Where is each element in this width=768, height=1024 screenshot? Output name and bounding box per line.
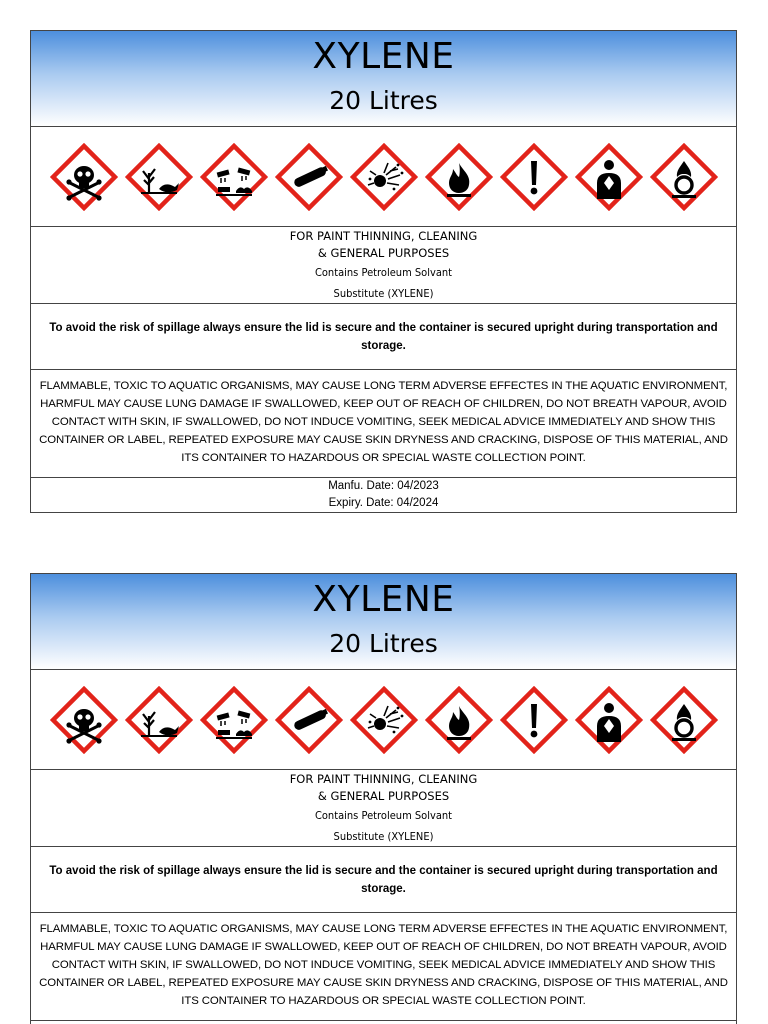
health-hazard-icon (575, 686, 643, 754)
product-volume: 20 Litres (329, 629, 438, 658)
product-title: XYLENE (312, 579, 455, 620)
usage-line: & GENERAL PURPOSES (317, 789, 450, 803)
date-section (31, 478, 736, 512)
hazard-pictogram-row (31, 127, 736, 227)
exploding-bomb-icon (350, 686, 418, 754)
flame-over-circle-icon (650, 686, 718, 754)
manufacture-date: Manfu. Date: 04/2023 (328, 480, 439, 492)
usage-section (31, 770, 736, 847)
environment-icon (125, 686, 193, 754)
corrosion-icon (200, 143, 268, 211)
label-header (31, 31, 736, 127)
skull-crossbones-icon (50, 143, 118, 211)
flame-icon (425, 143, 493, 211)
spillage-warning: To avoid the risk of spillage always ensure the lid is secure and the container is secured upright during transportation and storage. (31, 304, 736, 370)
usage-line: & GENERAL PURPOSES (317, 246, 450, 260)
health-hazard-icon (575, 143, 643, 211)
expiry-date: Expiry. Date: 04/2024 (328, 497, 439, 509)
contains-line: Contains Petroleum Solvant (314, 266, 453, 279)
skull-crossbones-icon (50, 686, 118, 754)
label-header (31, 574, 736, 670)
contains-line: Substitute (XYLENE) (333, 830, 434, 843)
spillage-warning: To avoid the risk of spillage always ensure the lid is secure and the container is secured upright during transportation and storage. (31, 847, 736, 913)
hazard-statements: FLAMMABLE, TOXIC TO AQUATIC ORGANISMS, MAY CAUSE LONG TERM ADVERSE EFFECTES IN THE AQUATIC ENVIRONMENT, HARMFUL MAY CAUSE LUNG DAMAGE IF SWALLOWED, KEEP OUT OF REACH OF CHILDREN, DO NOT BREATH VAPOUR, AVOID CONTACT WITH SKIN, IF SWALLOWED, DO NOT INDUCE VOMITING, SEEK MEDICAL ADVICE IMMEDIATELY AND SHOW THIS CONTAINER OR LABEL, REPEATED EXPOSURE MAY CAUSE SKIN DRYNESS AND CRACKING, DISPOSE OF THIS MATERIAL, AND ITS CONTAINER TO HAZARDOUS OR SPECIAL WASTE COLLECTION POINT. (31, 370, 736, 478)
hazard-pictogram-row (31, 670, 736, 770)
usage-line: FOR PAINT THINNING, CLEANING (289, 772, 478, 786)
product-label (30, 30, 737, 513)
product-label (30, 573, 737, 1024)
contains-line: Substitute (XYLENE) (333, 287, 434, 300)
gas-cylinder-icon (275, 143, 343, 211)
exclamation-mark-icon (500, 686, 568, 754)
exploding-bomb-icon (350, 143, 418, 211)
usage-line: FOR PAINT THINNING, CLEANING (289, 229, 478, 243)
product-title: XYLENE (312, 36, 455, 77)
flame-icon (425, 686, 493, 754)
environment-icon (125, 143, 193, 211)
hazard-statements: FLAMMABLE, TOXIC TO AQUATIC ORGANISMS, MAY CAUSE LONG TERM ADVERSE EFFECTES IN THE AQUATIC ENVIRONMENT, HARMFUL MAY CAUSE LUNG DAMAGE IF SWALLOWED, KEEP OUT OF REACH OF CHILDREN, DO NOT BREATH VAPOUR, AVOID CONTACT WITH SKIN, IF SWALLOWED, DO NOT INDUCE VOMITING, SEEK MEDICAL ADVICE IMMEDIATELY AND SHOW THIS CONTAINER OR LABEL, REPEATED EXPOSURE MAY CAUSE SKIN DRYNESS AND CRACKING, DISPOSE OF THIS MATERIAL, AND ITS CONTAINER TO HAZARDOUS OR SPECIAL WASTE COLLECTION POINT. (31, 913, 736, 1021)
exclamation-mark-icon (500, 143, 568, 211)
flame-over-circle-icon (650, 143, 718, 211)
gas-cylinder-icon (275, 686, 343, 754)
product-volume: 20 Litres (329, 86, 438, 115)
contains-line: Contains Petroleum Solvant (314, 809, 453, 822)
usage-section (31, 227, 736, 304)
corrosion-icon (200, 686, 268, 754)
